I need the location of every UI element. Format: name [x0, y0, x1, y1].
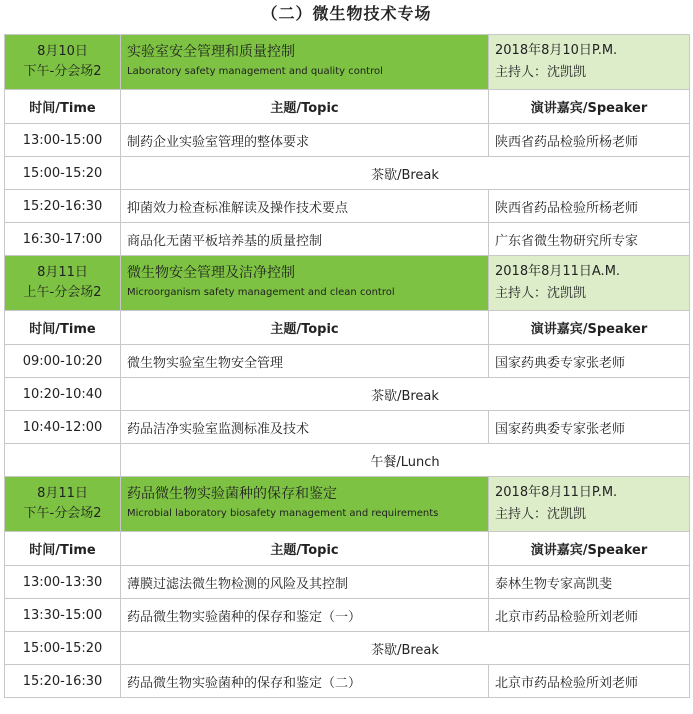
agenda-time: 16:30-17:00	[5, 223, 121, 256]
schedule-table	[4, 34, 690, 698]
session-title-cell	[121, 35, 489, 90]
session-header-row	[5, 477, 690, 532]
session-date: 8月11日	[37, 486, 88, 501]
agenda-time: 15:20-16:30	[5, 665, 121, 698]
agenda-speaker: 国家药典委专家张老师	[489, 345, 690, 378]
session-title-zh: 微生物安全管理及洁净控制	[127, 265, 295, 281]
session-date-cell	[5, 477, 121, 532]
session-title-en: Laboratory safety management and quality control	[127, 66, 383, 77]
header-speaker: 演讲嘉宾/Speaker	[489, 311, 690, 345]
agenda-topic: 药品洁净实验室监测标准及技术	[121, 411, 489, 444]
agenda-row	[5, 223, 690, 256]
header-topic: 主题/Topic	[121, 532, 489, 566]
header-speaker: 演讲嘉宾/Speaker	[489, 90, 690, 124]
session-header-row	[5, 256, 690, 311]
session-datetime: 2018年8月11日P.M.	[495, 485, 618, 500]
column-header-row	[5, 90, 690, 124]
agenda-row	[5, 599, 690, 632]
header-topic: 主题/Topic	[121, 311, 489, 345]
agenda-topic: 薄膜过滤法微生物检测的风险及其控制	[121, 566, 489, 599]
agenda-row	[5, 665, 690, 698]
session-slot: 上午-分会场2	[23, 285, 102, 300]
agenda-speaker: 陕西省药品检验所杨老师	[489, 124, 690, 157]
agenda-time: 13:30-15:00	[5, 599, 121, 632]
agenda-speaker: 陕西省药品检验所杨老师	[489, 190, 690, 223]
agenda-speaker: 广东省微生物研究所专家	[489, 223, 690, 256]
session-slot: 下午-分会场2	[23, 64, 102, 79]
agenda-speaker: 泰林生物专家高凯斐	[489, 566, 690, 599]
agenda-row	[5, 124, 690, 157]
session-host: 主持人：沈凯凯	[495, 507, 587, 522]
session-title-zh: 实验室安全管理和质量控制	[127, 44, 295, 60]
break-row	[5, 444, 690, 477]
page-title: （二）微生物技术专场	[261, 4, 432, 23]
agenda-row	[5, 345, 690, 378]
session-host: 主持人：沈凯凯	[495, 286, 587, 301]
session-slot: 下午-分会场2	[23, 506, 102, 521]
header-topic: 主题/Topic	[121, 90, 489, 124]
session-title-cell	[121, 477, 489, 532]
agenda-topic: 药品微生物实验菌种的保存和鉴定（二）	[121, 665, 489, 698]
session-date-cell	[5, 256, 121, 311]
session-title-en: Microorganism safety management and clean control	[127, 287, 395, 298]
session-datetime: 2018年8月10日P.M.	[495, 43, 618, 58]
break-label: 午餐/Lunch	[121, 444, 690, 477]
session-title-cell	[121, 256, 489, 311]
column-header-row	[5, 532, 690, 566]
break-row	[5, 632, 690, 665]
header-time: 时间/Time	[5, 532, 121, 566]
agenda-time: 13:00-15:00	[5, 124, 121, 157]
header-time: 时间/Time	[5, 90, 121, 124]
agenda-speaker: 北京市药品检验所刘老师	[489, 665, 690, 698]
header-speaker: 演讲嘉宾/Speaker	[489, 532, 690, 566]
session-meta-cell	[489, 477, 690, 532]
agenda-topic: 制药企业实验室管理的整体要求	[121, 124, 489, 157]
agenda-row	[5, 566, 690, 599]
agenda-row	[5, 190, 690, 223]
agenda-topic: 药品微生物实验菌种的保存和鉴定（一）	[121, 599, 489, 632]
agenda-time: 13:00-13:30	[5, 566, 121, 599]
break-row	[5, 157, 690, 190]
agenda-time: 15:00-15:20	[5, 632, 121, 665]
session-title-en: Microbial laboratory biosafety management and requirements	[127, 508, 439, 519]
agenda-time: 15:20-16:30	[5, 190, 121, 223]
agenda-time: 09:00-10:20	[5, 345, 121, 378]
agenda-time: 10:40-12:00	[5, 411, 121, 444]
agenda-row	[5, 411, 690, 444]
session-meta-cell	[489, 35, 690, 90]
break-label: 茶歇/Break	[121, 632, 690, 665]
agenda-topic: 抑菌效力检查标准解读及操作技术要点	[121, 190, 489, 223]
column-header-row	[5, 311, 690, 345]
session-title-zh: 药品微生物实验菌种的保存和鉴定	[127, 486, 337, 502]
agenda-topic: 商品化无菌平板培养基的质量控制	[121, 223, 489, 256]
session-datetime: 2018年8月11日A.M.	[495, 264, 621, 279]
header-time: 时间/Time	[5, 311, 121, 345]
agenda-time	[5, 444, 121, 477]
session-host: 主持人：沈凯凯	[495, 65, 587, 80]
session-header-row	[5, 35, 690, 90]
session-date-cell	[5, 35, 121, 90]
agenda-time: 15:00-15:20	[5, 157, 121, 190]
session-meta-cell	[489, 256, 690, 311]
agenda-topic: 微生物实验室生物安全管理	[121, 345, 489, 378]
agenda-speaker: 北京市药品检验所刘老师	[489, 599, 690, 632]
agenda-speaker: 国家药典委专家张老师	[489, 411, 690, 444]
session-date: 8月10日	[37, 44, 88, 59]
break-label: 茶歇/Break	[121, 378, 690, 411]
session-date: 8月11日	[37, 265, 88, 280]
agenda-time: 10:20-10:40	[5, 378, 121, 411]
break-row	[5, 378, 690, 411]
break-label: 茶歇/Break	[121, 157, 690, 190]
